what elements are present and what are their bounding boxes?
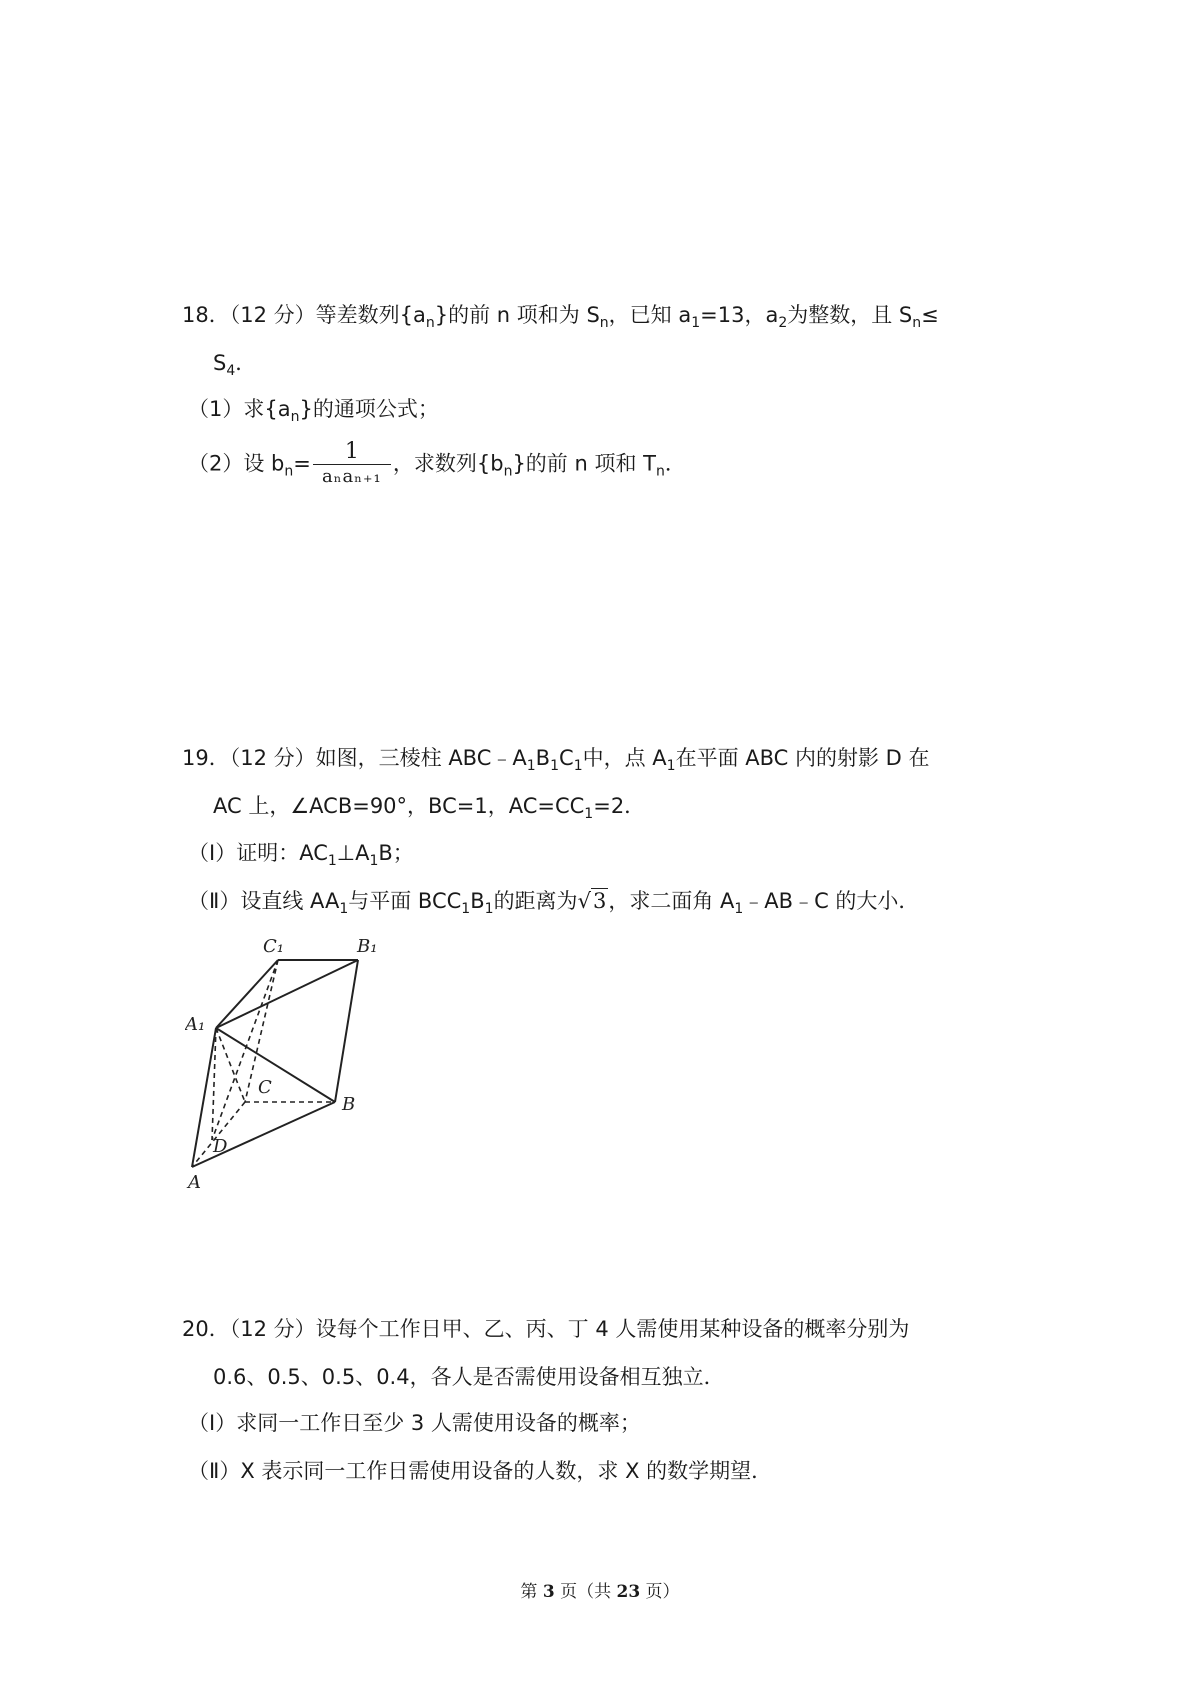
q18-sub: 4 bbox=[226, 363, 236, 379]
q19-text: 如图，三棱柱 ABC﹣A bbox=[315, 746, 527, 770]
label-a: A bbox=[188, 1172, 201, 1193]
q20-number: 20． bbox=[182, 1317, 230, 1341]
page-number: 3 bbox=[542, 1582, 555, 1602]
sqrt-radicand: 3 bbox=[592, 889, 607, 913]
edge-c1d bbox=[212, 960, 278, 1140]
q20-line2: 0.6、0.5、0.5、0.4，各人是否需使用设备相互独立． bbox=[213, 1365, 725, 1389]
q19-sub: 1 bbox=[369, 853, 379, 869]
q19-text: ，求二面角 A bbox=[608, 889, 735, 913]
footer-text: 页（共 bbox=[554, 1582, 617, 1602]
q19-score: （12 分） bbox=[229, 746, 316, 770]
label-b: B bbox=[342, 1094, 356, 1115]
edge-b1b bbox=[335, 960, 358, 1102]
q19-sub: 1 bbox=[484, 901, 494, 917]
q18-text: }的通项公式； bbox=[299, 397, 439, 421]
q19-sub: 1 bbox=[734, 901, 744, 917]
q19-text: （Ⅰ）证明：AC bbox=[188, 841, 328, 865]
q18-sub: 1 bbox=[691, 315, 701, 331]
label-a1: A₁ bbox=[185, 1014, 206, 1035]
label-b1: B₁ bbox=[357, 936, 378, 957]
q19-text: 中，点 A bbox=[582, 746, 667, 770]
q18-text: ． bbox=[235, 351, 257, 375]
q19-text: ﹣AB﹣C 的大小． bbox=[743, 889, 920, 913]
q19-part2 bbox=[188, 886, 919, 916]
q18-text: ，已知 a bbox=[608, 303, 692, 327]
q18-sub: n bbox=[290, 409, 300, 425]
q18-number: 18． bbox=[182, 303, 230, 327]
q18-text: = bbox=[293, 451, 311, 476]
q18-text: ≤ bbox=[921, 303, 939, 327]
q19-line2 bbox=[213, 791, 645, 821]
label-c1: C₁ bbox=[263, 936, 284, 957]
footer-text: 第 bbox=[520, 1582, 543, 1602]
label-d: D bbox=[213, 1136, 228, 1157]
q20-part2: （Ⅱ）X 表示同一工作日需使用设备的人数，求 X 的数学期望． bbox=[188, 1459, 773, 1483]
q18-text: =13，a bbox=[700, 303, 779, 327]
q18-text: （2）设 b bbox=[188, 451, 285, 476]
page-footer bbox=[0, 1577, 1200, 1602]
q19-sub: 1 bbox=[666, 758, 676, 774]
label-c: C bbox=[258, 1077, 272, 1098]
q18-sub: n bbox=[425, 315, 435, 331]
fraction-denominator: aₙaₙ₊₁ bbox=[321, 466, 382, 487]
q18-text: }的前 n 项和为 S bbox=[434, 303, 600, 327]
q19-text: 在平面 ABC 内的射影 D 在 bbox=[675, 746, 930, 770]
q19-sub: 1 bbox=[461, 901, 471, 917]
q19-sub: 1 bbox=[327, 853, 337, 869]
fraction-numerator: 1 bbox=[344, 439, 359, 464]
sqrt: √3 bbox=[577, 889, 607, 913]
q18-text: S bbox=[213, 351, 227, 375]
q19-text: 的距离为 bbox=[493, 889, 578, 913]
q18-text: 等差数列{a bbox=[315, 303, 426, 327]
q18-text: }的前 n 项和 T bbox=[512, 451, 656, 476]
q18-text: ，求数列{b bbox=[392, 451, 504, 476]
q19-text: =2． bbox=[593, 794, 646, 818]
q19-sub: 1 bbox=[526, 758, 536, 774]
q18-text: （1）求{a bbox=[188, 397, 291, 421]
q20-score: （12 分） bbox=[229, 1317, 316, 1341]
q18-sub: n bbox=[912, 315, 922, 331]
q19-text: B bbox=[535, 746, 551, 770]
q19-text: B bbox=[470, 889, 485, 913]
q18-part1 bbox=[188, 394, 439, 424]
footer-text: 页） bbox=[640, 1582, 680, 1602]
q20-line1 bbox=[182, 1314, 909, 1344]
q18-line2 bbox=[213, 348, 256, 378]
q19-number: 19． bbox=[182, 746, 230, 770]
q19-text: 与平面 BCC bbox=[348, 889, 462, 913]
q18-text: 为整数，且 S bbox=[787, 303, 913, 327]
q19-part1 bbox=[188, 838, 414, 868]
q18-sub: n bbox=[503, 463, 513, 480]
q18-sub: n bbox=[284, 463, 294, 480]
q18-sub: 2 bbox=[778, 315, 788, 331]
q19-text: AC 上，∠ACB=90°，BC=1，AC=CC bbox=[213, 794, 585, 818]
q18-sub: n bbox=[599, 315, 609, 331]
q20-text: 设每个工作日甲、乙、丙、丁 4 人需使用某种设备的概率分别为 bbox=[315, 1317, 910, 1341]
prism-figure bbox=[185, 930, 395, 1200]
q18-line1 bbox=[182, 300, 939, 330]
q19-text: ⊥A bbox=[336, 841, 370, 865]
q18-part2 bbox=[188, 440, 686, 489]
q18-sub: n bbox=[655, 463, 665, 480]
edge-c1a1 bbox=[216, 960, 278, 1028]
q19-text: B； bbox=[378, 841, 414, 865]
edge-b1a1 bbox=[216, 960, 358, 1028]
edge-ca bbox=[192, 1102, 245, 1167]
q19-sub: 1 bbox=[573, 758, 583, 774]
q19-sub: 1 bbox=[584, 806, 594, 822]
q18-text: ． bbox=[664, 451, 686, 476]
q20-part1: （Ⅰ）求同一工作日至少 3 人需使用设备的概率； bbox=[188, 1411, 641, 1435]
q18-score: （12 分） bbox=[229, 303, 316, 327]
fraction bbox=[313, 440, 391, 489]
q19-text: （Ⅱ）设直线 AA bbox=[188, 889, 340, 913]
edge-a1b bbox=[216, 1028, 335, 1102]
q19-sub: 1 bbox=[550, 758, 560, 774]
q19-sub: 1 bbox=[339, 901, 349, 917]
page-total: 23 bbox=[616, 1582, 641, 1602]
q19-text: C bbox=[559, 746, 574, 770]
q19-line1 bbox=[182, 743, 930, 773]
